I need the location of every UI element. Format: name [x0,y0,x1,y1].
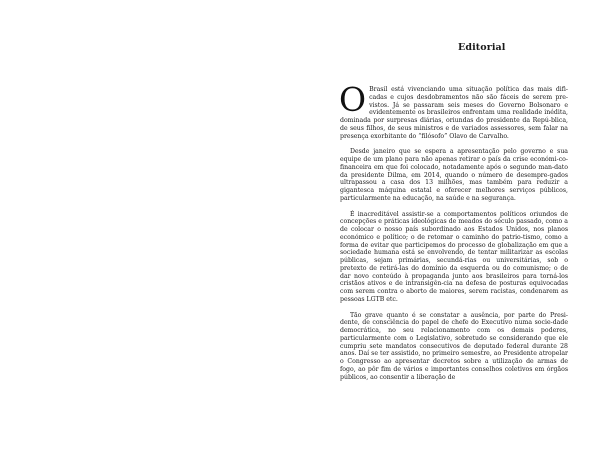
paragraph-2: Desde janeiro que se espera a apresentação pelo governo e sua equipe de um plano para não apenas retirar o país da crise económi-co-financeira em que foi colocado, notadamente após o segundo man-dato da presidente Dilma, em 2014, quando o número de desempre-gados ultrapassou a casa dos 13 milhões, mas também para reduzir a gigantesca máquina estatal e oferecer melhores serviços públicos, particularmente na educação, na saúde e na segurança. [340,148,568,202]
page-title: Editorial [458,42,506,53]
paragraph-3: É inacreditável assistir-se a comportamentos políticos oriundos de concepções e práticas ideológicas de meados do século passado, como a de colocar o nosso país subordinado aos Estados Unidos, nos planos económico e político; o de retomar o caminho do patrio-tismo, como a forma de evitar que participemos do processo de globalização em que a sociedade humana está se envolvendo, de tentar militarizar as escolas públicas, sejam primárias, secundá-rias ou universitárias, sob o pretexto de retirá-las do domínio da esquerda ou do comunismo; o de dar novo conteúdo à propaganda junto aos brasileiros para torná-los cristãos ativos e de intransigên-cia na defesa de posturas equivocadas com serem contra o aborto de maiores, serem racistas, condenarem as pessoas LGTB etc. [340,210,568,303]
drop-cap: O [339,80,367,119]
paragraph-1 [339,80,568,140]
editorial-text-column [339,80,568,381]
paragraph-4: Tão grave quanto é se constatar a ausência, por parte do Presi-dente, de consciência do papel de chefe do Executivo numa socie-dade democrática, no seu relacionamento com os demais poderes, particularmente com o Legislativo, sobretudo se considerando que ele cumpriu sete mandatos consecutivos de deputado federal durante 28 anos. Daí se ter assistido, no primeiro semestre, ao Presidente atropelar o Congresso ao apresentar decretos sobre a utilização de armas de fogo, ao pôr fim de vários e importantes conselhos coletivos em órgãos públicos, ao consentir a liberação de [340,311,568,381]
paragraph-1-text: Brasil está vivenciando uma situação política das mais difi-cadas e cujos desdobramentos não são fáceis de serem pre-vistos. Já se passaram seis meses do Governo Bolsonaro e evidentemente os brasileiros enfrentam uma realidade inédita, dominada por surpresas diárias, oriundas do presidente da Repú-blica, de seus filhos, de seus ministros e de variados assessores, sem falar na presença exorbitante do “filósofo” Olavo de Carvalho. [340,86,568,140]
